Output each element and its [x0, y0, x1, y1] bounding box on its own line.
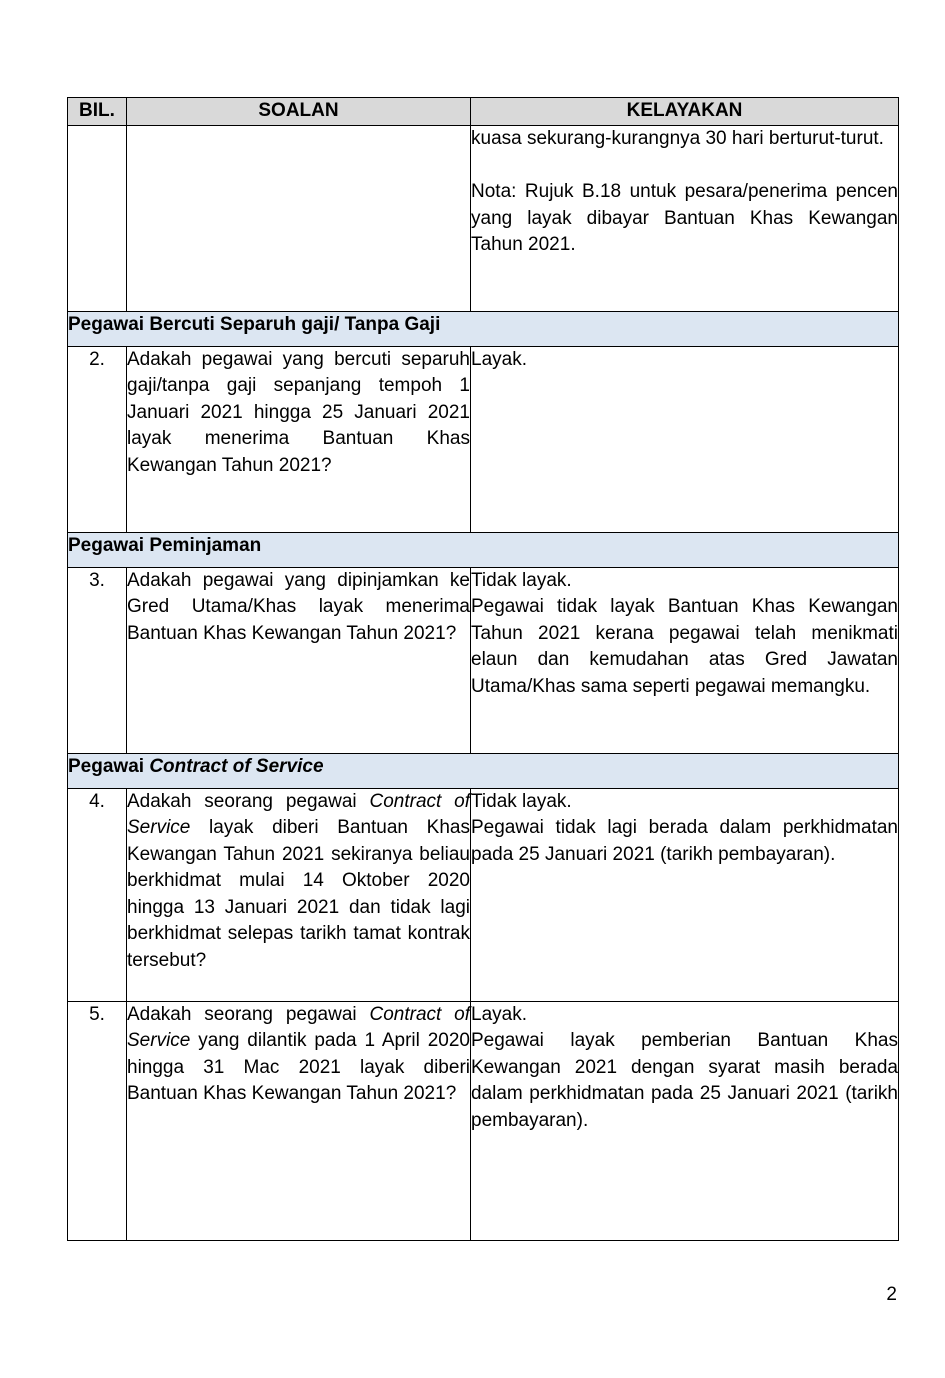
kelayakan-status: Tidak layak. [471, 790, 572, 812]
section-title: Pegawai Peminjaman [68, 532, 899, 567]
row-kelayakan [471, 346, 899, 532]
table-row [68, 788, 899, 1001]
page-number: 2 [886, 1284, 897, 1305]
row-kelayakan [471, 1001, 899, 1240]
kelayakan-text: kuasa sekurang-kurangnya 30 hari berturut-turut. [471, 127, 884, 149]
soalan-pre: Adakah seorang pegawai [127, 1003, 370, 1025]
row-kelayakan [471, 567, 899, 753]
soalan-italic: Contract of Service [127, 790, 471, 838]
section-header-row [68, 753, 899, 788]
row-bil: 2. [68, 346, 127, 532]
kelayakan-detail: Pegawai layak pemberian Bantuan Khas Kewangan 2021 dengan syarat masih berada dalam perkhidmatan pada 25 Januari 2021 (tarikh pembayaran). [471, 1030, 898, 1131]
row-bil [68, 125, 127, 311]
row-soalan [127, 125, 471, 311]
table-header-row [68, 98, 899, 126]
header-soalan: SOALAN [127, 98, 471, 126]
kelayakan-detail: Pegawai tidak layak Bantuan Khas Kewangan Tahun 2021 kerana pegawai telah menikmati elaun dan kemudahan atas Gred Jawatan Utama/Khas sama seperti pegawai memangku. [471, 596, 898, 697]
row-bil: 3. [68, 567, 127, 753]
section-title [68, 753, 899, 788]
table-row [68, 567, 899, 753]
section-title: Pegawai Bercuti Separuh gaji/ Tanpa Gaji [68, 311, 899, 346]
section-header-row [68, 311, 899, 346]
section-title-prefix: Pegawai [68, 755, 150, 777]
soalan-post: yang dilantik pada 1 April 2020 hingga 31 Mac 2021 layak diberi Bantuan Khas Kewangan Tahun 2021? [127, 1030, 470, 1104]
kelayakan-detail: Pegawai tidak lagi berada dalam perkhidmatan pada 25 Januari 2021 (tarikh pembayaran). [471, 817, 898, 865]
row-soalan [127, 1001, 471, 1240]
header-bil: BIL. [68, 98, 127, 126]
table-row [68, 1001, 899, 1240]
table-row [68, 125, 899, 311]
soalan-post: layak diberi Bantuan Khas Kewangan Tahun 2021 sekiranya beliau berkhidmat mulai 14 Oktober 2020 hingga 13 Januari 2021 dan tidak lagi berkhidmat selepas tarikh tamat kontrak tersebut? [127, 817, 470, 971]
row-soalan: Adakah pegawai yang dipinjamkan ke Gred Utama/Khas layak menerima Bantuan Khas Kewangan Tahun 2021? [127, 567, 471, 753]
kelayakan-status: Tidak layak. [471, 569, 572, 591]
soalan-italic: Contract of Service [127, 1003, 471, 1051]
faq-table [67, 97, 899, 1241]
row-soalan: Adakah pegawai yang bercuti separuh gaji/tanpa gaji sepanjang tempoh 1 Januari 2021 hingga 25 Januari 2021 layak menerima Bantuan Khas Kewangan Tahun 2021? [127, 346, 471, 532]
row-bil: 5. [68, 1001, 127, 1240]
row-kelayakan [471, 788, 899, 1001]
kelayakan-status: Layak. [471, 1003, 527, 1025]
soalan-pre: Adakah seorang pegawai [127, 790, 370, 812]
row-soalan [127, 788, 471, 1001]
table-row [68, 346, 899, 532]
header-kelayakan: KELAYAKAN [471, 98, 899, 126]
section-header-row [68, 532, 899, 567]
kelayakan-note: Nota: Rujuk B.18 untuk pesara/penerima pencen yang layak dibayar Bantuan Khas Kewangan Tahun 2021. [471, 181, 898, 255]
row-bil: 4. [68, 788, 127, 1001]
kelayakan-status: Layak. [471, 348, 527, 370]
row-kelayakan [471, 125, 899, 311]
section-title-italic: Contract of Service [149, 755, 324, 777]
